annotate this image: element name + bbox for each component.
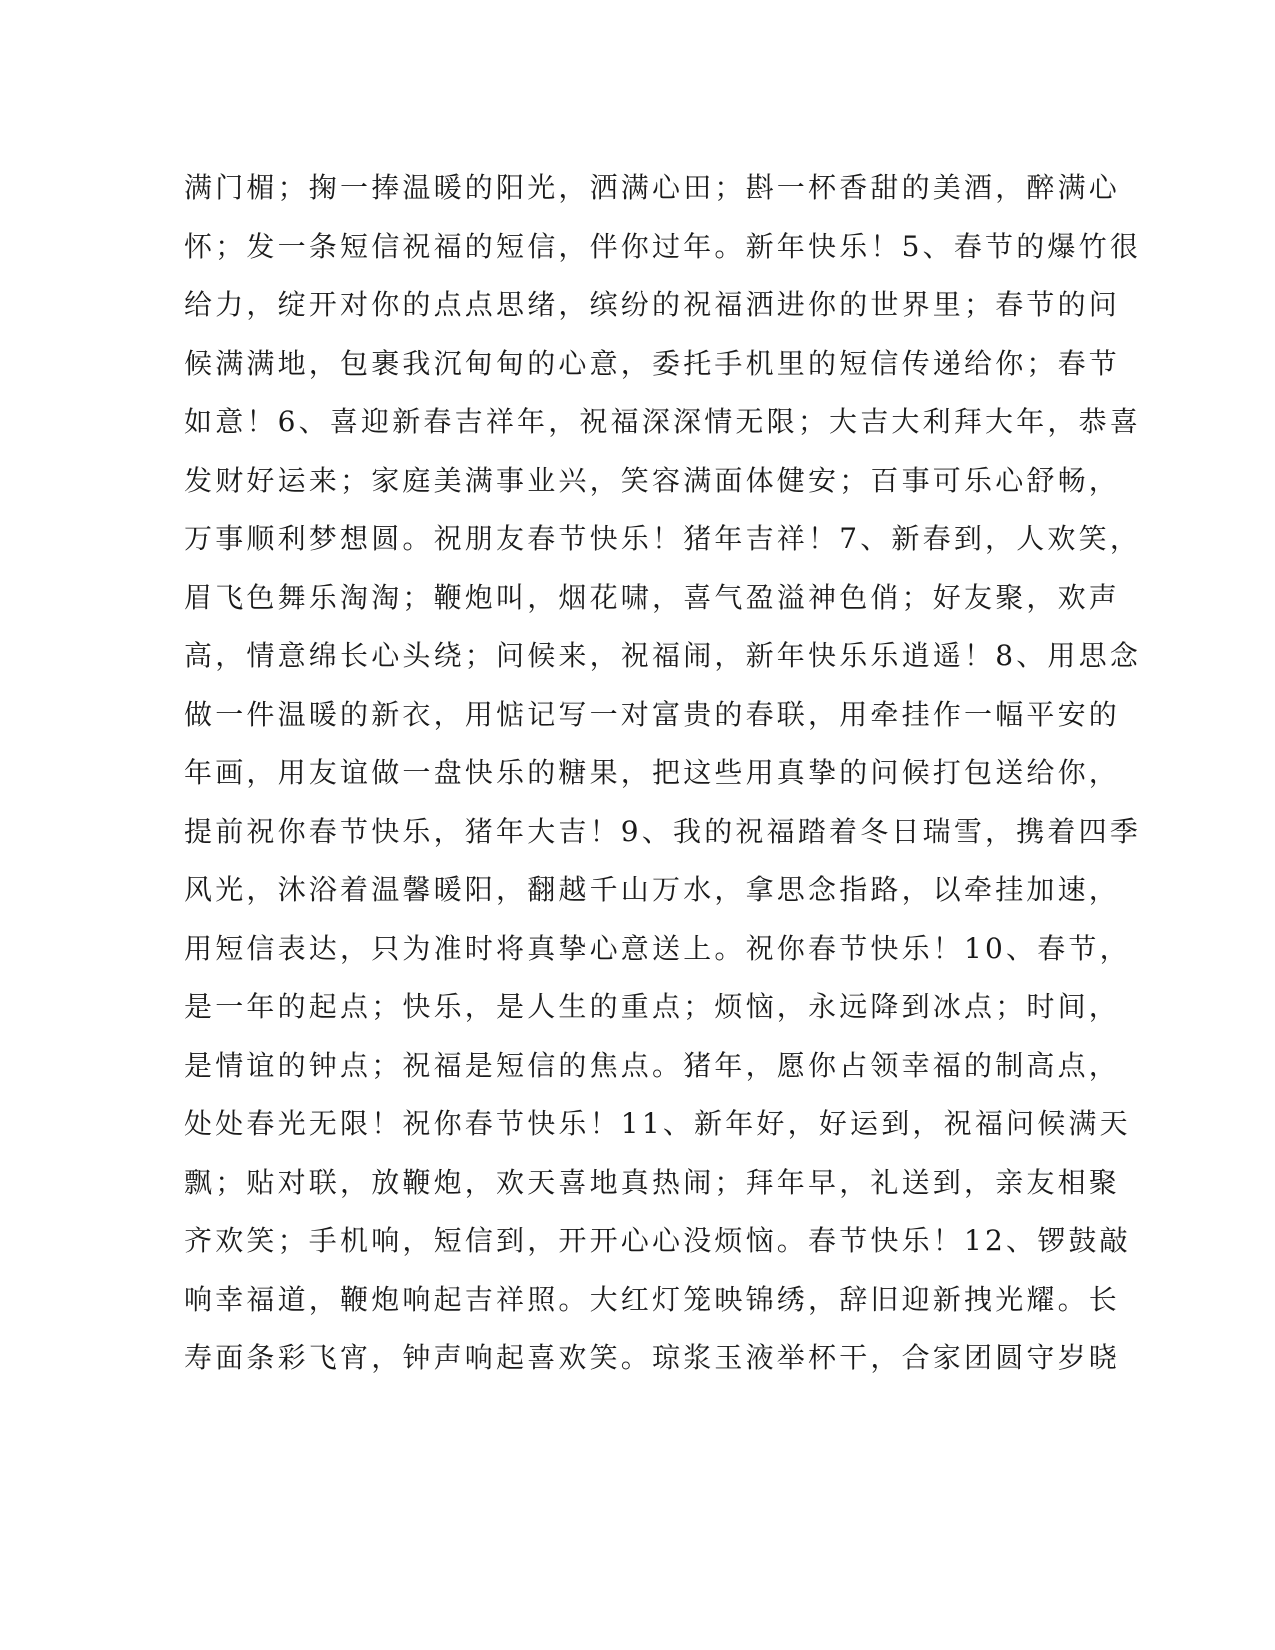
text-line-7: 万事顺利梦想圆。祝朋友春节快乐！猪年吉祥！7、新春到，人欢笑， xyxy=(184,522,1142,555)
text-line-18: 飘；贴对联，放鞭炮，欢天喜地真热闹；拜年早，礼送到，亲友相聚 xyxy=(184,1165,1121,1199)
text-line-3: 给力，绽开对你的点点思绪，缤纷的祝福洒进你的世界里；春节的问 xyxy=(184,288,1121,321)
text-line-8: 眉飞色舞乐淘淘；鞭炮叫，烟花啸，喜气盈溢神色俏；好友聚，欢声 xyxy=(184,580,1121,614)
text-line-21: 寿面条彩飞宵，钟声响起喜欢笑。琼浆玉液举杯干，合家团圆守岁晓 xyxy=(184,1341,1121,1374)
text-line-20: 响幸福道，鞭炮响起吉祥照。大红灯笼映锦绣，辞旧迎新拽光耀。长 xyxy=(184,1282,1121,1316)
body-text xyxy=(184,159,1142,1388)
text-line-19: 齐欢笑；手机响，短信到，开开心心没烦恼。春节快乐！12、锣鼓敲 xyxy=(184,1224,1131,1257)
text-line-16: 是情谊的钟点；祝福是短信的焦点。猪年，愿你占领幸福的制高点， xyxy=(184,1048,1121,1082)
text-line-11: 年画，用友谊做一盘快乐的糖果，把这些用真挚的问候打包送给你， xyxy=(184,756,1121,789)
text-line-6: 发财好运来；家庭美满事业兴，笑容满面体健安；百事可乐心舒畅， xyxy=(184,463,1121,497)
text-line-4: 候满满地，包裹我沉甸甸的心意，委托手机里的短信传递给你；春节 xyxy=(184,346,1121,380)
text-line-9: 高，情意绵长心头绕；问候来，祝福闹，新年快乐乐逍遥！8、用思念 xyxy=(184,639,1142,672)
text-line-15: 是一年的起点；快乐，是人生的重点；烦恼，永远降到冰点；时间， xyxy=(184,990,1121,1023)
text-line-14: 用短信表达，只为准时将真挚心意送上。祝你春节快乐！10、春节， xyxy=(184,931,1131,965)
text-line-2: 怀；发一条短信祝福的短信，伴你过年。新年快乐！5、春节的爆竹很 xyxy=(184,229,1142,263)
text-line-1: 满门楣；掬一捧温暖的阳光，洒满心田；斟一杯香甜的美酒，醉满心 xyxy=(184,171,1121,204)
text-line-5: 如意！6、喜迎新春吉祥年，祝福深深情无限；大吉大利拜大年，恭喜 xyxy=(184,405,1142,438)
text-line-10: 做一件温暖的新衣，用惦记写一对富贵的春联，用牵挂作一幅平安的 xyxy=(184,697,1121,731)
text-line-12: 提前祝你春节快乐，猪年大吉！9、我的祝福踏着冬日瑞雪，携着四季 xyxy=(184,814,1142,848)
text-line-13: 风光，沐浴着温馨暖阳，翻越千山万水，拿思念指路，以牵挂加速， xyxy=(184,873,1121,906)
text-line-17: 处处春光无限！祝你春节快乐！11、新年好，好运到，祝福问候满天 xyxy=(184,1107,1131,1140)
